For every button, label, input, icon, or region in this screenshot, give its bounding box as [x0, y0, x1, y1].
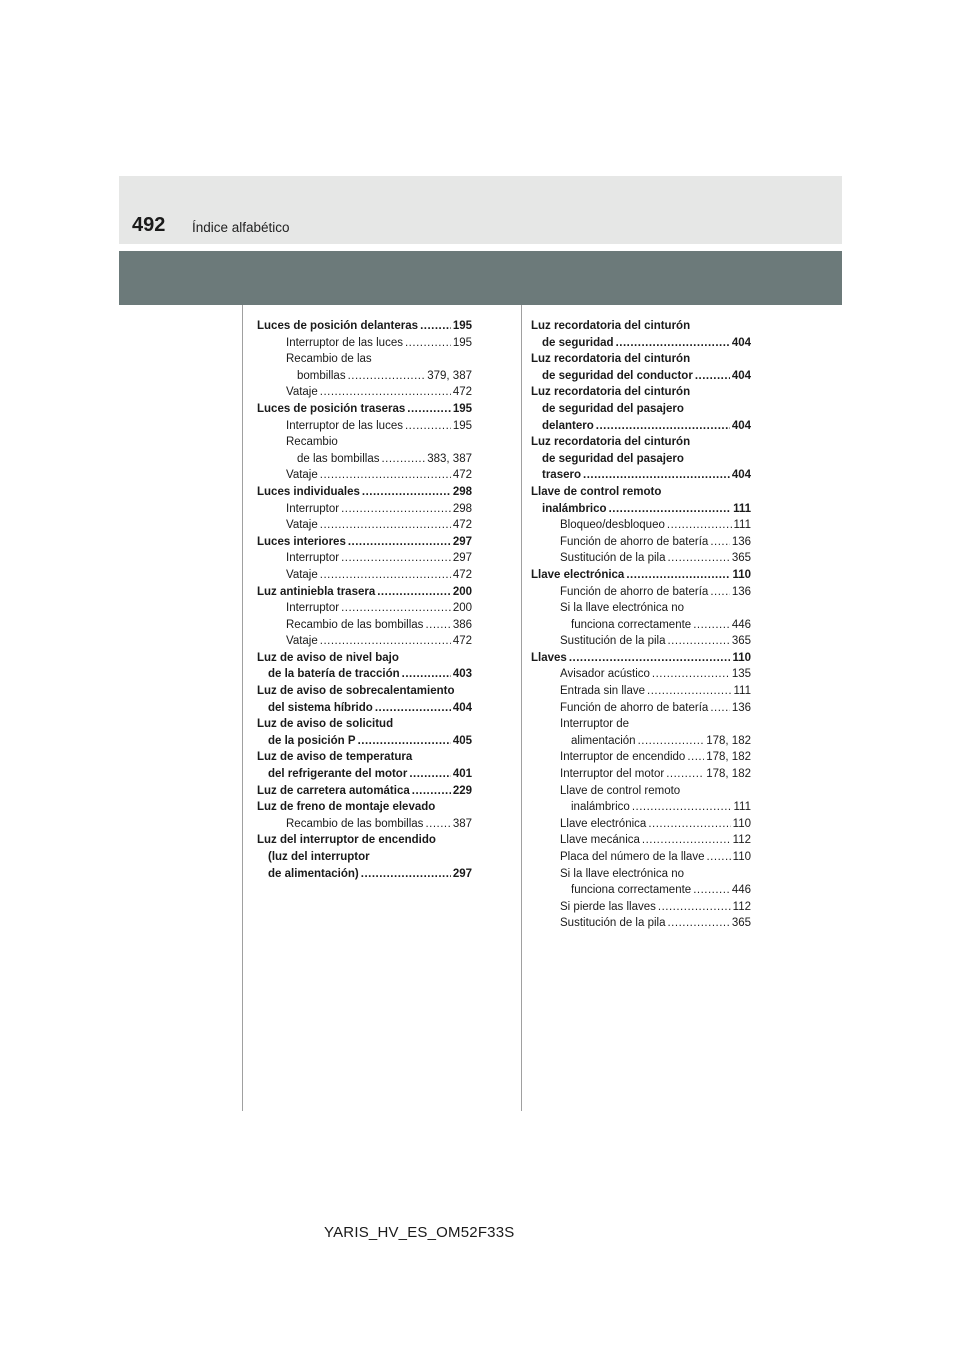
index-entry-page: 403: [452, 668, 472, 681]
index-entry: [257, 401, 472, 418]
index-entry-page: 446: [731, 884, 751, 897]
document-code: YARIS_HV_ES_OM52F33S: [324, 1224, 515, 1241]
index-entry-text: Función de ahorro de batería: [560, 535, 709, 548]
index-entry: [257, 368, 472, 385]
index-entry-text: Vataje: [286, 519, 318, 532]
index-entry: [257, 418, 472, 435]
index-entry-page: 111: [733, 502, 751, 515]
dot-leader: [381, 451, 425, 468]
dot-leader: [362, 484, 451, 501]
index-entry-text: Llave de control remoto: [531, 485, 662, 498]
index-entry-page: 404: [731, 419, 751, 432]
index-entry-text: Luz de aviso de solicitud: [257, 718, 394, 731]
index-entry: [531, 451, 751, 468]
dot-leader: [596, 418, 730, 435]
index-entry: [531, 716, 751, 733]
dot-leader: [569, 650, 731, 667]
index-entry-text: Interruptor del motor: [560, 768, 665, 781]
index-entry-page: 387: [452, 817, 472, 830]
dot-leader: [412, 783, 451, 800]
index-entry-text: Luz recordatoria del cinturón: [531, 320, 691, 332]
dot-leader: [409, 766, 451, 783]
dot-leader: [710, 534, 729, 551]
index-entry-page: 297: [452, 867, 472, 880]
index-entry: [531, 832, 751, 849]
index-entry: [531, 915, 751, 932]
index-entry-text: Luz de aviso de temperatura: [257, 751, 413, 764]
dot-leader: [320, 567, 451, 584]
index-entry: [531, 467, 751, 484]
index-entry-page: 229: [452, 784, 472, 797]
index-entry-text: alimentación: [571, 734, 636, 747]
index-entry-text: Luz de aviso de sobrecalentamiento: [257, 685, 455, 698]
index-entry-text: trasero: [542, 469, 581, 482]
index-entry: [257, 866, 472, 883]
index-entry: [531, 766, 751, 783]
index-entry-text: del sistema híbrido: [268, 701, 373, 714]
index-entry-page: 298: [452, 485, 472, 498]
dot-leader: [710, 700, 729, 717]
index-entry: [531, 733, 751, 750]
index-entry-page: 401: [452, 768, 472, 781]
index-entry-page: 111: [733, 685, 751, 698]
index-entry-page: 178, 182: [706, 751, 751, 764]
index-entry-page: 110: [732, 568, 751, 581]
index-entry-page: 110: [732, 651, 751, 664]
index-entry-text: del refrigerante del motor: [268, 768, 408, 781]
index-entry-text: Sustitución de la pila: [560, 917, 666, 930]
dot-leader: [583, 467, 730, 484]
dot-leader: [405, 335, 451, 352]
index-entry: [531, 368, 751, 385]
dot-leader: [402, 666, 451, 683]
index-entry-text: Interruptor de las luces: [286, 419, 403, 432]
index-entry-text: Recambio de las: [286, 353, 372, 366]
index-entry: [257, 700, 472, 717]
index-entry: [531, 567, 751, 584]
index-entry-text: Recambio de las bombillas: [286, 817, 424, 830]
dot-leader: [687, 749, 704, 766]
index-entry-text: Función de ahorro de batería: [560, 701, 709, 714]
index-entry-page: 472: [452, 519, 472, 532]
index-entry-text: Recambio de las bombillas: [286, 618, 424, 631]
dot-leader: [667, 517, 732, 534]
index-entry-text: funciona correctamente: [571, 618, 692, 631]
dot-leader: [652, 666, 730, 683]
index-entry-text: funciona correctamente: [571, 884, 692, 897]
index-entry-text: Recambio: [286, 436, 338, 449]
index-entry-page: 383, 387: [427, 452, 472, 465]
index-entry-page: 365: [731, 552, 751, 565]
index-entry: [531, 617, 751, 634]
index-entry: [257, 351, 472, 368]
index-entry: [257, 733, 472, 750]
dot-leader: [693, 882, 730, 899]
index-entry: [531, 666, 751, 683]
index-entry-text: de las bombillas: [297, 452, 380, 465]
index-entry-text: Vataje: [286, 568, 318, 581]
dot-leader: [710, 584, 729, 601]
index-entry: [531, 517, 751, 534]
index-entry-page: 200: [452, 585, 472, 598]
index-entry-text: de seguridad del pasajero: [542, 452, 684, 465]
column-divider-left: [242, 305, 243, 1111]
index-entry: [257, 666, 472, 683]
index-entry: [531, 418, 751, 435]
dot-leader: [626, 567, 730, 584]
index-entry-text: delantero: [542, 419, 594, 432]
page-number: 492: [132, 214, 166, 236]
index-entry-page: 111: [733, 801, 751, 814]
index-entry-page: 379, 387: [427, 369, 472, 382]
index-entry: [257, 617, 472, 634]
index-entry-page: 178, 182: [706, 768, 751, 781]
index-entry-text: Avisador acústico: [560, 668, 650, 681]
index-entry: [531, 484, 751, 501]
index-entry: [257, 467, 472, 484]
index-entry-text: Vataje: [286, 469, 318, 482]
index-entry: [531, 384, 751, 401]
index-entry: [531, 401, 751, 418]
index-entry-page: 195: [452, 419, 472, 432]
index-entry-page: 111: [733, 519, 751, 532]
index-entry-page: 136: [731, 701, 751, 714]
index-entry-page: 135: [731, 668, 751, 681]
index-entry: [257, 517, 472, 534]
index-entry: [257, 832, 472, 849]
index-entry-text: Interruptor: [286, 502, 340, 515]
index-entry-text: inalámbrico: [571, 801, 630, 814]
index-entry-page: 110: [732, 817, 751, 830]
dot-leader: [341, 501, 451, 518]
index-entry: [257, 335, 472, 352]
index-entry-page: 472: [452, 635, 472, 648]
index-entry: [257, 451, 472, 468]
index-entry: [531, 783, 751, 800]
index-entry: [257, 550, 472, 567]
index-entry-page: 297: [452, 535, 472, 548]
index-entry-page: 110: [732, 851, 751, 863]
index-entry-text: de seguridad: [542, 336, 614, 349]
dot-leader: [609, 501, 732, 518]
dot-leader: [695, 368, 730, 385]
index-entry-text: Luz antiniebla trasera: [257, 585, 376, 598]
index-entry: [531, 866, 751, 883]
index-entry: [257, 633, 472, 650]
index-entry-text: Llave electrónica: [531, 568, 625, 581]
index-entry-page: 112: [732, 900, 751, 913]
index-entry-text: Luz recordatoria del cinturón: [531, 436, 691, 449]
index-entry-page: 404: [731, 469, 751, 482]
index-entry-page: 404: [452, 701, 472, 714]
index-entry-text: Luz de aviso de nivel bajo: [257, 651, 399, 664]
index-entry-page: 404: [731, 336, 751, 349]
index-entry: [531, 534, 751, 551]
index-entry-page: 195: [452, 336, 472, 349]
column-divider-middle: [521, 305, 522, 1111]
dot-leader: [341, 550, 451, 567]
index-entry-text: Función de ahorro de batería: [560, 585, 709, 598]
index-entry-page: 195: [452, 320, 472, 332]
index-entry-text: Llave mecánica: [560, 834, 640, 847]
index-entry-text: inalámbrico: [542, 502, 607, 515]
index-entry-text: Llaves: [531, 651, 567, 664]
index-entry: [531, 501, 751, 518]
dot-leader: [348, 534, 451, 551]
index-entry-page: 365: [731, 635, 751, 648]
index-entry-text: Luces de posición delanteras: [257, 320, 419, 332]
dot-leader: [320, 517, 451, 534]
dot-leader: [667, 550, 729, 567]
index-entry: [257, 683, 472, 700]
dot-leader: [648, 816, 730, 833]
index-entry-text: Luces interiores: [257, 535, 346, 548]
index-entry: [531, 799, 751, 816]
dot-leader: [667, 633, 729, 650]
index-entry-text: Placa del número de la llave: [560, 851, 705, 863]
index-entry-text: Si la llave electrónica no: [560, 602, 685, 615]
index-entry: [531, 633, 751, 650]
index-entry-page: 195: [452, 402, 472, 415]
index-entry-page: 446: [731, 618, 751, 631]
dot-leader: [361, 866, 451, 883]
index-entry-text: Interruptor: [286, 602, 340, 615]
index-entry-page: 200: [452, 602, 472, 615]
index-entry-page: 472: [452, 386, 472, 399]
dot-leader: [377, 584, 451, 601]
dot-leader: [425, 617, 450, 634]
index-entry-text: Interruptor de las luces: [286, 336, 403, 349]
dot-leader: [420, 318, 451, 335]
index-entry: [257, 799, 472, 816]
index-entry-text: Luces individuales: [257, 485, 360, 498]
index-entry-page: 365: [731, 917, 751, 930]
index-entry-page: 178, 182: [706, 734, 751, 747]
index-entry: [257, 484, 472, 501]
index-entry-text: Luz de carretera automática: [257, 784, 410, 797]
index-entry: [257, 567, 472, 584]
index-entry-text: Luz recordatoria del cinturón: [531, 353, 691, 366]
index-entry: [257, 318, 472, 335]
index-entry-text: Luces de posición traseras: [257, 402, 406, 415]
index-entry: [257, 501, 472, 518]
index-entry-page: 136: [731, 535, 751, 548]
dot-leader: [375, 700, 451, 717]
index-entry: [257, 384, 472, 401]
index-entry-text: Sustitución de la pila: [560, 635, 666, 648]
section-banner: [119, 251, 842, 305]
index-entry: [531, 550, 751, 567]
section-title: Índice alfabético: [192, 220, 290, 235]
index-entry-page: 386: [452, 618, 472, 631]
index-entry: [257, 849, 472, 866]
index-entry-text: Luz recordatoria del cinturón: [531, 386, 691, 399]
index-entry-page: 297: [452, 552, 472, 565]
index-entry: [531, 318, 751, 335]
index-entry-text: Llave electrónica: [560, 817, 647, 830]
dot-leader: [348, 368, 426, 385]
index-entry: [531, 351, 751, 368]
dot-leader: [616, 335, 730, 352]
index-entry: [257, 534, 472, 551]
index-entry-text: Interruptor de: [560, 718, 630, 731]
dot-leader: [667, 915, 729, 932]
index-entry-text: de seguridad del pasajero: [542, 402, 684, 415]
dot-leader: [638, 733, 705, 750]
index-entry-page: 404: [731, 369, 751, 382]
index-column-right: [531, 318, 751, 932]
index-entry: [531, 882, 751, 899]
index-entry: [531, 335, 751, 352]
dot-leader: [405, 418, 451, 435]
index-entry-text: de seguridad del conductor: [542, 369, 693, 382]
index-entry-text: Luz de freno de montaje elevado: [257, 801, 436, 814]
index-entry-text: de la batería de tracción: [268, 668, 400, 681]
index-entry: [531, 749, 751, 766]
index-entry: [257, 650, 472, 667]
index-entry-page: 298: [452, 502, 472, 515]
dot-leader: [407, 401, 451, 418]
index-entry: [531, 849, 751, 866]
index-entry-page: 136: [731, 585, 751, 598]
index-entry: [257, 584, 472, 601]
index-entry-text: Bloqueo/desbloqueo: [560, 519, 665, 532]
index-entry: [531, 584, 751, 601]
index-entry: [257, 434, 472, 451]
index-entry-text: (luz del interruptor: [268, 851, 370, 863]
dot-leader: [341, 600, 451, 617]
index-entry-text: de alimentación): [268, 867, 359, 880]
index-entry-text: Entrada sin llave: [560, 685, 646, 698]
index-entry-text: Sustitución de la pila: [560, 552, 666, 565]
dot-leader: [320, 384, 451, 401]
index-entry: [257, 600, 472, 617]
index-entry: [257, 783, 472, 800]
index-entry-page: 472: [452, 568, 472, 581]
index-entry: [257, 716, 472, 733]
index-entry-text: Llave de control remoto: [560, 784, 681, 797]
index-column-left: [257, 318, 472, 882]
index-entry: [257, 749, 472, 766]
index-entry: [531, 700, 751, 717]
dot-leader: [666, 766, 704, 783]
index-entry-text: Luz del interruptor de encendido: [257, 834, 436, 847]
index-entry: [531, 434, 751, 451]
dot-leader: [647, 683, 731, 700]
index-entry-page: 112: [732, 834, 751, 847]
index-entry-text: Interruptor de encendido: [560, 751, 686, 764]
index-entry: [531, 816, 751, 833]
index-entry-text: Si la llave electrónica no: [560, 867, 685, 880]
index-entry-text: Vataje: [286, 386, 318, 399]
index-entry: [531, 600, 751, 617]
index-entry-page: 405: [452, 734, 472, 747]
index-entry-text: Si pierde las llaves: [560, 900, 656, 913]
index-entry-text: de la posición P: [268, 734, 356, 747]
dot-leader: [706, 849, 730, 866]
dot-leader: [693, 617, 730, 634]
dot-leader: [320, 633, 451, 650]
index-entry: [531, 683, 751, 700]
dot-leader: [358, 733, 451, 750]
dot-leader: [642, 832, 731, 849]
dot-leader: [658, 899, 731, 916]
index-entry: [257, 766, 472, 783]
index-entry-page: 472: [452, 469, 472, 482]
dot-leader: [320, 467, 451, 484]
index-entry: [257, 816, 472, 833]
index-entry-text: Vataje: [286, 635, 318, 648]
index-entry: [531, 899, 751, 916]
dot-leader: [425, 816, 450, 833]
index-entry-text: Interruptor: [286, 552, 340, 565]
index-entry-text: bombillas: [297, 369, 346, 382]
index-entry: [531, 650, 751, 667]
dot-leader: [632, 799, 732, 816]
